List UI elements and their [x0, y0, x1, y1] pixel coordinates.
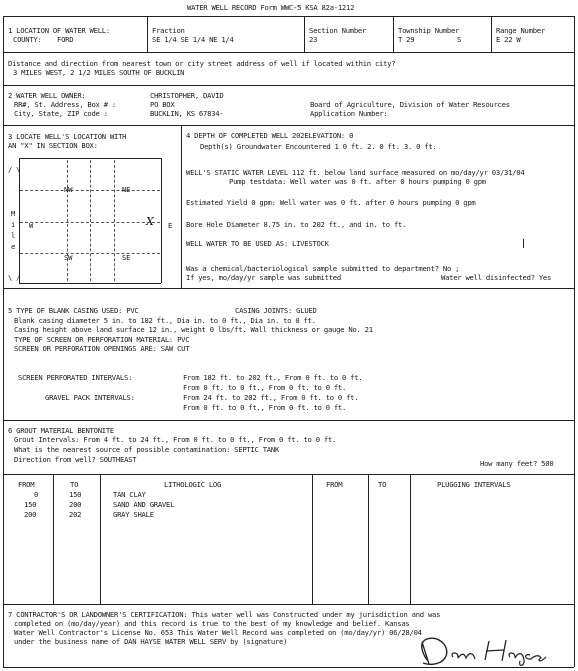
log-plugging-header: PLUGGING INTERVALS [437, 480, 511, 489]
screen-interval-row: From 182 ft. to 202 ft., From 0 ft. to 0 ft. [183, 373, 363, 382]
county-label: COUNTY: [13, 35, 42, 44]
fraction-label: Fraction [152, 26, 185, 35]
distance-label: Distance and direction from nearest town or city street address of well if located within city? [8, 59, 396, 68]
row-from: 0 [34, 490, 39, 499]
fraction-value: SE 1/4 SE 1/4 NE 1/4 [152, 35, 234, 44]
locate-label-1: 3 LOCATE WELL'S LOCATION WITH [8, 132, 127, 141]
row-to: 150 [69, 490, 82, 499]
city-label: City, State, ZIP code : [14, 109, 108, 118]
quadrant-ne: NE [122, 185, 131, 194]
address-value: PO BOX [150, 100, 175, 109]
screen-type-line: TYPE OF SCREEN OR PERFORATION MATERIAL: PVC [14, 335, 190, 344]
log-from2-header: FROM [326, 480, 343, 489]
casing-joints: CASING JOINTS: GLUED [235, 306, 317, 315]
screen-intervals-label: SCREEN PERFORATED INTERVALS: [18, 373, 133, 382]
row-from: 150 [24, 500, 37, 509]
left-border [3, 16, 4, 667]
log-from-header: FROM [18, 480, 35, 489]
top-border [3, 16, 574, 17]
log-lithologic-header: LITHOLOGIC LOG [164, 480, 222, 489]
grout-material: 6 GROUT MATERIAL BENTONITE [8, 426, 115, 435]
groundwater-line: Depth(s) Groundwater Encountered 1 0 ft. 2. 0 ft. 3. 0 ft. [200, 142, 437, 151]
signature-image [405, 630, 575, 670]
log-to-header: TO [70, 480, 79, 489]
owner-value: CHRISTOPHER, DAVID [150, 91, 224, 100]
row-desc: GRAY SHALE [113, 510, 154, 519]
locate-label-2: AN "X" IN SECTION BOX: [8, 141, 98, 150]
slash-bottom: \ / [8, 273, 21, 282]
water-use-line: WELL WATER TO BE USED AS: LIVESTOCK [186, 239, 329, 248]
disinfected-line: Water well disinfected? Yes [441, 273, 552, 282]
gravel-pack-label: GRAVEL PACK INTERVALS: [45, 393, 135, 402]
row-from: 200 [24, 510, 37, 519]
section-value: 23 [309, 35, 318, 44]
grout-intervals: Grout Intervals: From 4 ft. to 24 ft., From 0 ft. to 0 ft., From 0 ft. to 0 ft. [14, 435, 337, 444]
certification-line-2: completed on (mo/day/year) and this record is true to the best of my knowledge and belief. Kansas [14, 619, 410, 628]
mile-i: i [11, 220, 16, 229]
county-value: FORD [57, 35, 74, 44]
quadrant-nw: NW [64, 185, 73, 194]
sample-date-line: If yes, mo/day/yr sample was submitted [186, 273, 341, 282]
how-many-feet: How many feet? 500 [480, 459, 554, 468]
pump-test-line: Pump testdata: Well water was 0 ft. after 0 hours pumping 0 gpm [229, 177, 486, 186]
application-label: Application Number: [310, 109, 388, 118]
range-value: E 22 W [496, 35, 521, 44]
city-value: BUCKLIN, KS 67834- [150, 109, 224, 118]
mile-m: M [11, 209, 16, 218]
row-to: 202 [69, 510, 82, 519]
gravel-interval-row: From 0 ft. to 0 ft., From 0 ft. to 0 ft. [183, 403, 347, 412]
casing-height-line: Casing height above land surface 12 in., weight 0 lbs/ft. Wall thickness or gauge No. 21 [14, 325, 373, 334]
row-to: 200 [69, 500, 82, 509]
quadrant-se: SE [122, 253, 131, 262]
section-label: Section Number [309, 26, 367, 35]
screen-interval-row: From 0 ft. to 0 ft., From 0 ft. to 0 ft. [183, 383, 347, 392]
mile-e: e [11, 242, 16, 251]
certification-line-1: 7 CONTRACTOR'S OR LANDOWNER'S CERTIFICATION: This water well was Constructed under my jurisdiction and was [8, 610, 441, 619]
address-label: RR#, St. Address, Box # : [14, 100, 116, 109]
compass-w: W [29, 221, 34, 230]
static-level-line: WELL'S STATIC WATER LEVEL 112 ft. below land surface measured on mo/day/yr 03/31/04 [186, 168, 525, 177]
blank-casing-line: Blank casing diameter 5 in. to 182 ft., Dia in. to 0 ft., Dia in. to 0 ft. [14, 316, 316, 325]
direction-line: Direction from well? SOUTHEAST [14, 455, 137, 464]
log-to2-header: TO [378, 480, 387, 489]
contamination-line: What is the nearest source of possible contamination: SEPTIC TANK [14, 445, 280, 454]
casing-type: 5 TYPE OF BLANK CASING USED: PVC [8, 306, 139, 315]
row-desc: TAN CLAY [113, 490, 146, 499]
certification-line-3: Water Well Contractor's License No. 653 This Water Well Record was completed on (mo/day/yr) 06/28/04 [14, 628, 422, 637]
estimated-yield-line: Estimated Yield 0 gpm: Well water was 0 ft. after 0 hours pumping 0 gpm [186, 198, 476, 207]
owner-label: 2 WATER WELL OWNER: [8, 91, 86, 100]
well-location-x-mark: X [146, 215, 154, 228]
compass-e: E [168, 221, 173, 230]
certification-line-4: under the business name of DAN HAYSE WATER WELL SERV by (signature) [14, 637, 288, 646]
township-label: Township Number [398, 26, 460, 35]
township-value: T 29 [398, 35, 415, 44]
chemical-sample-line: Was a chemical/bacteriological sample submitted to department? No ; [186, 264, 460, 273]
right-border [574, 16, 575, 667]
slash-top: / \ [8, 165, 21, 174]
mile-l: l [11, 231, 16, 240]
quadrant-sw: SW [64, 253, 73, 262]
board-text: Board of Agriculture, Division of Water Resources [310, 100, 510, 109]
depth-line: 4 DEPTH OF COMPLETED WELL 202ELEVATION: 0 [186, 131, 354, 140]
form-title: WATER WELL RECORD Form WWC-5 KSA 82a-1212 [187, 3, 355, 12]
bore-hole-line: Bore Hole Diameter 8.75 in. to 202 ft., and in. to ft. [186, 220, 407, 229]
range-label: Range Number [496, 26, 545, 35]
location-label: 1 LOCATION OF WATER WELL: [8, 26, 110, 35]
openings-line: SCREEN OR PERFORATION OPENINGS ARE: SAW CUT [14, 344, 190, 353]
row-desc: SAND AND GRAVEL [113, 500, 175, 509]
gravel-interval-row: From 24 ft. to 202 ft., From 0 ft. to 0 ft. [183, 393, 359, 402]
distance-value: 3 MILES WEST, 2 1/2 MILES SOUTH OF BUCKLIN [13, 68, 185, 77]
township-direction: S [457, 35, 462, 44]
